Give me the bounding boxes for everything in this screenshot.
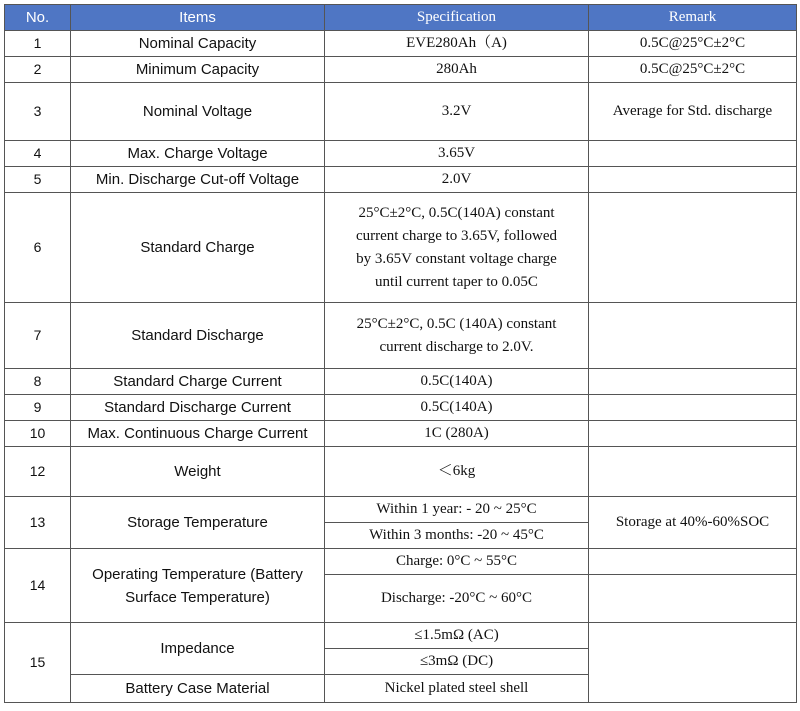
remark-value — [589, 167, 797, 193]
header-row — [5, 5, 797, 31]
item-name: Storage Temperature — [71, 497, 325, 549]
row-number: 2 — [5, 57, 71, 83]
row-number: 14 — [5, 549, 71, 623]
remark-value — [589, 193, 797, 303]
table-row — [5, 395, 797, 421]
item-name: Nominal Capacity — [71, 31, 325, 57]
header-items: Items — [71, 5, 325, 31]
remark-value — [589, 549, 797, 575]
item-name: Minimum Capacity — [71, 57, 325, 83]
spec-value: ＜6kg — [325, 447, 589, 497]
item-name: Weight — [71, 447, 325, 497]
remark-value: Average for Std. discharge — [589, 83, 797, 141]
row-number: 13 — [5, 497, 71, 549]
spec-value: 0.5C(140A) — [325, 395, 589, 421]
item-name: Standard Charge — [71, 193, 325, 303]
spec-value: 25°C±2°C, 0.5C (140A) constant current discharge to 2.0V. — [325, 303, 589, 369]
item-name: Standard Discharge Current — [71, 395, 325, 421]
table-row — [5, 31, 797, 57]
item-name: Battery Case Material — [71, 675, 325, 703]
remark-value — [589, 421, 797, 447]
spec-value: 3.65V — [325, 141, 589, 167]
table-row — [5, 421, 797, 447]
remark-value — [589, 303, 797, 369]
table-row — [5, 167, 797, 193]
row-number: 8 — [5, 369, 71, 395]
item-name: Nominal Voltage — [71, 83, 325, 141]
table-row — [5, 303, 797, 369]
row-number: 9 — [5, 395, 71, 421]
table-row — [5, 369, 797, 395]
item-name: Operating Temperature (Battery Surface Temperature) — [71, 549, 325, 623]
spec-value: Discharge: -20°C ~ 60°C — [325, 575, 589, 623]
remark-value: 0.5C@25°C±2°C — [589, 57, 797, 83]
remark-value — [589, 369, 797, 395]
spec-value: 280Ah — [325, 57, 589, 83]
row-number: 10 — [5, 421, 71, 447]
spec-value: Within 1 year: - 20 ~ 25°C — [325, 497, 589, 523]
table-row — [5, 447, 797, 497]
table-row — [5, 57, 797, 83]
specification-table — [4, 4, 797, 703]
item-name: Standard Charge Current — [71, 369, 325, 395]
item-name: Impedance — [71, 623, 325, 675]
spec-value: Within 3 months: -20 ~ 45°C — [325, 523, 589, 549]
row-number: 15 — [5, 623, 71, 703]
spec-value: 3.2V — [325, 83, 589, 141]
spec-value: Nickel plated steel shell — [325, 675, 589, 703]
header-remark: Remark — [589, 5, 797, 31]
header-no: No. — [5, 5, 71, 31]
remark-value: 0.5C@25°C±2°C — [589, 31, 797, 57]
row-number: 6 — [5, 193, 71, 303]
spec-value: ≤1.5mΩ (AC) — [325, 623, 589, 649]
remark-value — [589, 447, 797, 497]
row-number: 5 — [5, 167, 71, 193]
spec-value: 25°C±2°C, 0.5C(140A) constant current charge to 3.65V, followed by 3.65V constant voltage charge until current taper to 0.05C — [325, 193, 589, 303]
spec-value: EVE280Ah（A) — [325, 31, 589, 57]
remark-value: Storage at 40%-60%SOC — [589, 497, 797, 549]
table-row — [5, 623, 797, 649]
table-row — [5, 497, 797, 523]
remark-value — [589, 623, 797, 703]
row-number: 7 — [5, 303, 71, 369]
table-row — [5, 549, 797, 575]
table-row — [5, 193, 797, 303]
item-name: Min. Discharge Cut-off Voltage — [71, 167, 325, 193]
header-specification: Specification — [325, 5, 589, 31]
row-number: 1 — [5, 31, 71, 57]
item-name: Standard Discharge — [71, 303, 325, 369]
row-number: 3 — [5, 83, 71, 141]
row-number: 4 — [5, 141, 71, 167]
remark-value — [589, 575, 797, 623]
item-name: Max. Charge Voltage — [71, 141, 325, 167]
spec-value: 1C (280A) — [325, 421, 589, 447]
remark-value — [589, 395, 797, 421]
table-row — [5, 83, 797, 141]
spec-value: 0.5C(140A) — [325, 369, 589, 395]
spec-value: Charge: 0°C ~ 55°C — [325, 549, 589, 575]
spec-value: 2.0V — [325, 167, 589, 193]
table-row — [5, 141, 797, 167]
spec-value: ≤3mΩ (DC) — [325, 649, 589, 675]
remark-value — [589, 141, 797, 167]
row-number: 12 — [5, 447, 71, 497]
item-name: Max. Continuous Charge Current — [71, 421, 325, 447]
